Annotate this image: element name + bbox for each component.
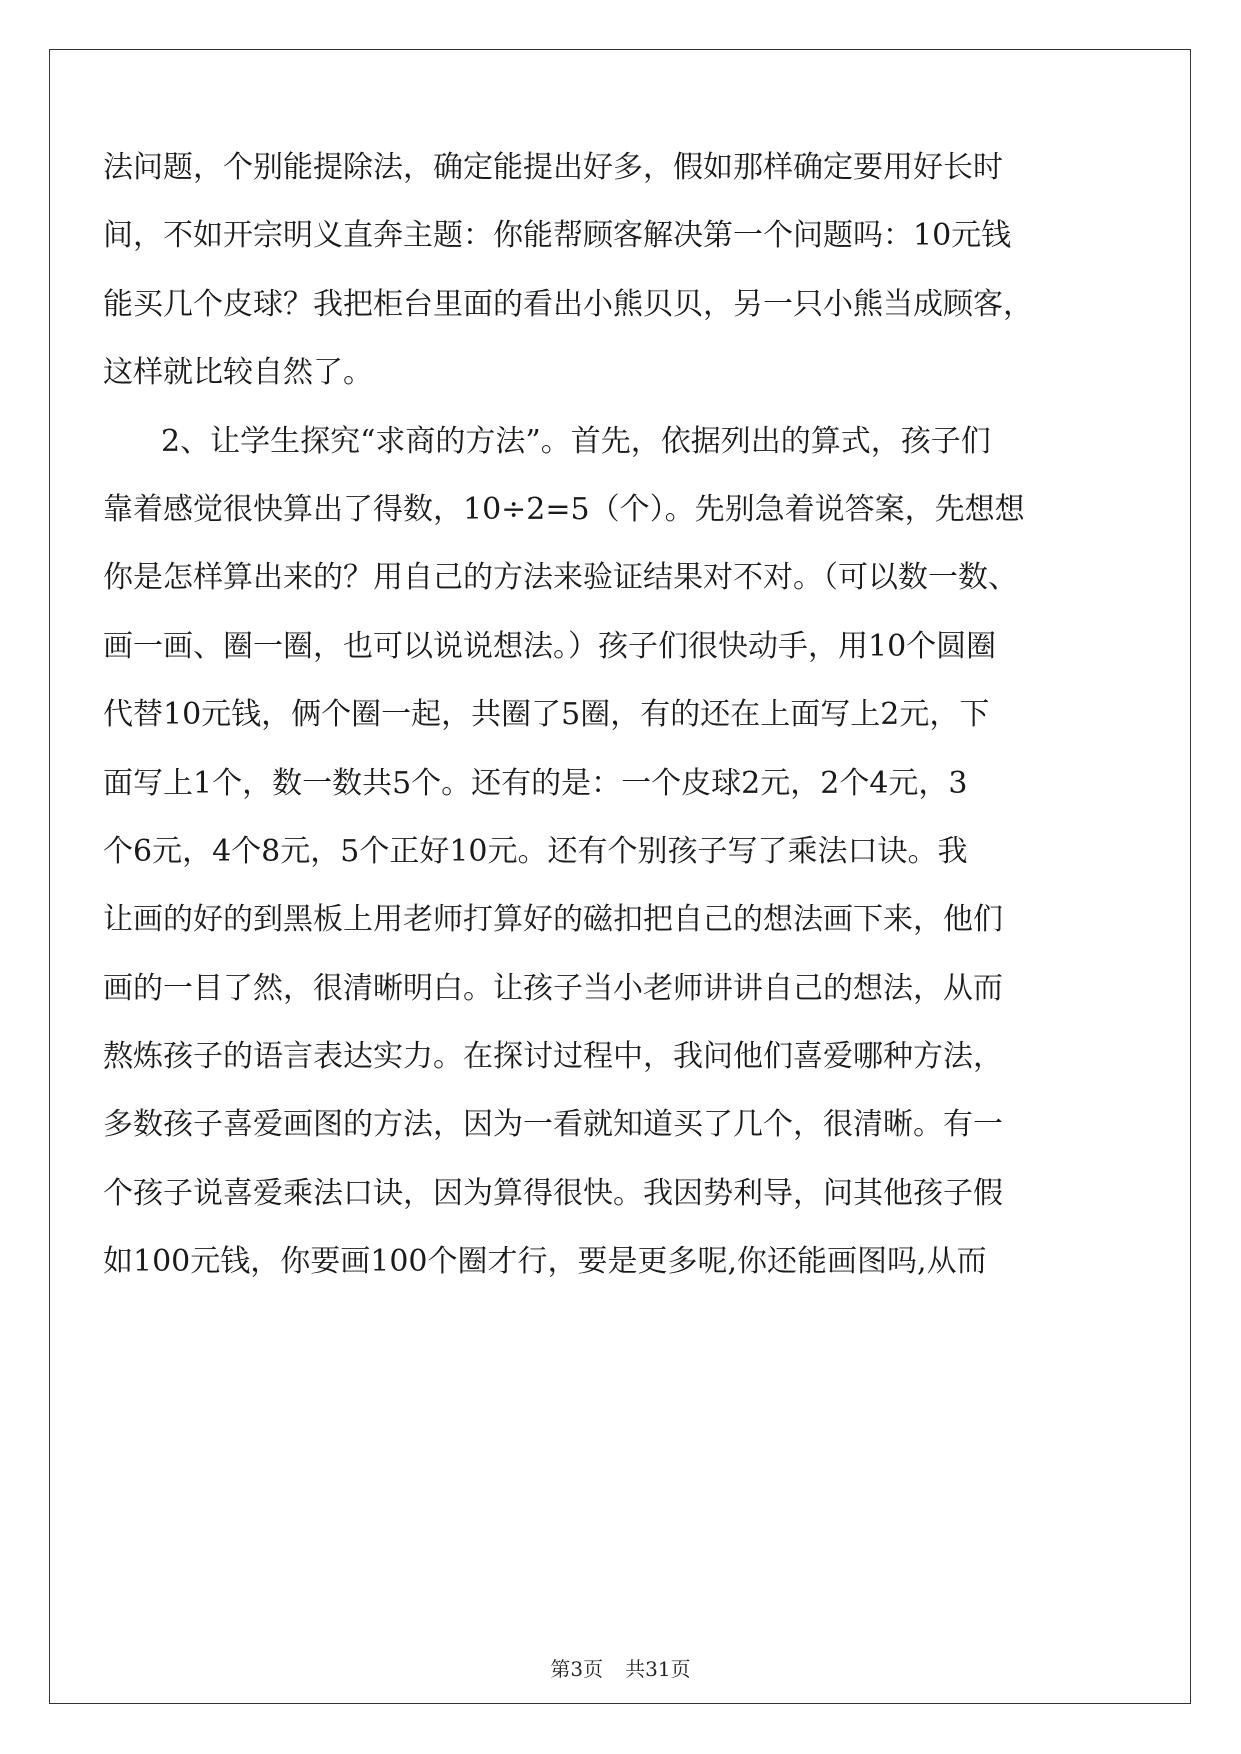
page-total: 共31页 — [625, 1657, 691, 1681]
text-line: 法问题，个别能提除法，确定能提出好多，假如那样确定要用好长时 — [103, 150, 1003, 185]
text-line: 这样就比较自然了。 — [103, 355, 373, 391]
page-footer — [0, 1653, 1241, 1682]
text-line: 你是怎样算出来的？用自己的方法来验证结果对不对。（可以数一数、 — [103, 560, 1018, 596]
text-line: 如100元钱，你要画100个圈才行，要是更多呢,你还能画图吗,从而 — [103, 1244, 987, 1280]
text-line: 能买几个皮球？我把柜台里面的看出小熊贝贝，另一只小熊当成顾客， — [103, 286, 1033, 322]
text-line: 个6元，4个8元，5个正好10元。还有个别孩子写了乘法口诀。我 — [103, 833, 968, 869]
document-body — [103, 134, 1143, 1297]
text-line: 让画的好的到黑板上用老师打算好的磁扣把自己的想法画下来，他们 — [103, 902, 1003, 938]
text-line: 熬炼孩子的语言表达实力。在探讨过程中，我问他们喜爱哪种方法， — [103, 1039, 1003, 1075]
page-number: 第3页 — [550, 1657, 604, 1681]
text-line: 画的一目了然，很清晰明白。让孩子当小老师讲讲自己的想法，从而 — [103, 970, 1003, 1006]
text-line: 2、让学生探究“求商的方法”。首先，依据列出的算式，孩子们 — [161, 423, 991, 459]
text-line: 个孩子说喜爱乘法口诀，因为算得很快。我因势利导，问其他孩子假 — [103, 1175, 1003, 1211]
text-line: 画一画、圈一圈，也可以说说想法。）孩子们很快动手，用10个圆圈 — [103, 628, 997, 664]
text-line: 间，不如开宗明义直奔主题：你能帮顾客解决第一个问题吗：10元钱 — [103, 218, 1012, 254]
text-line: 代替10元钱，俩个圈一起，共圈了5圈，有的还在上面写上2元，下 — [103, 697, 990, 733]
text-line: 面写上1个，数一数共5个。还有的是：一个皮球2元，2个4元，3 — [103, 765, 968, 801]
text-line: 靠着感觉很快算出了得数，10÷2=5（个）。先别急着说答案，先想想 — [103, 491, 1025, 527]
text-line: 多数孩子喜爱画图的方法，因为一看就知道买了几个，很清晰。有一 — [103, 1107, 1003, 1143]
